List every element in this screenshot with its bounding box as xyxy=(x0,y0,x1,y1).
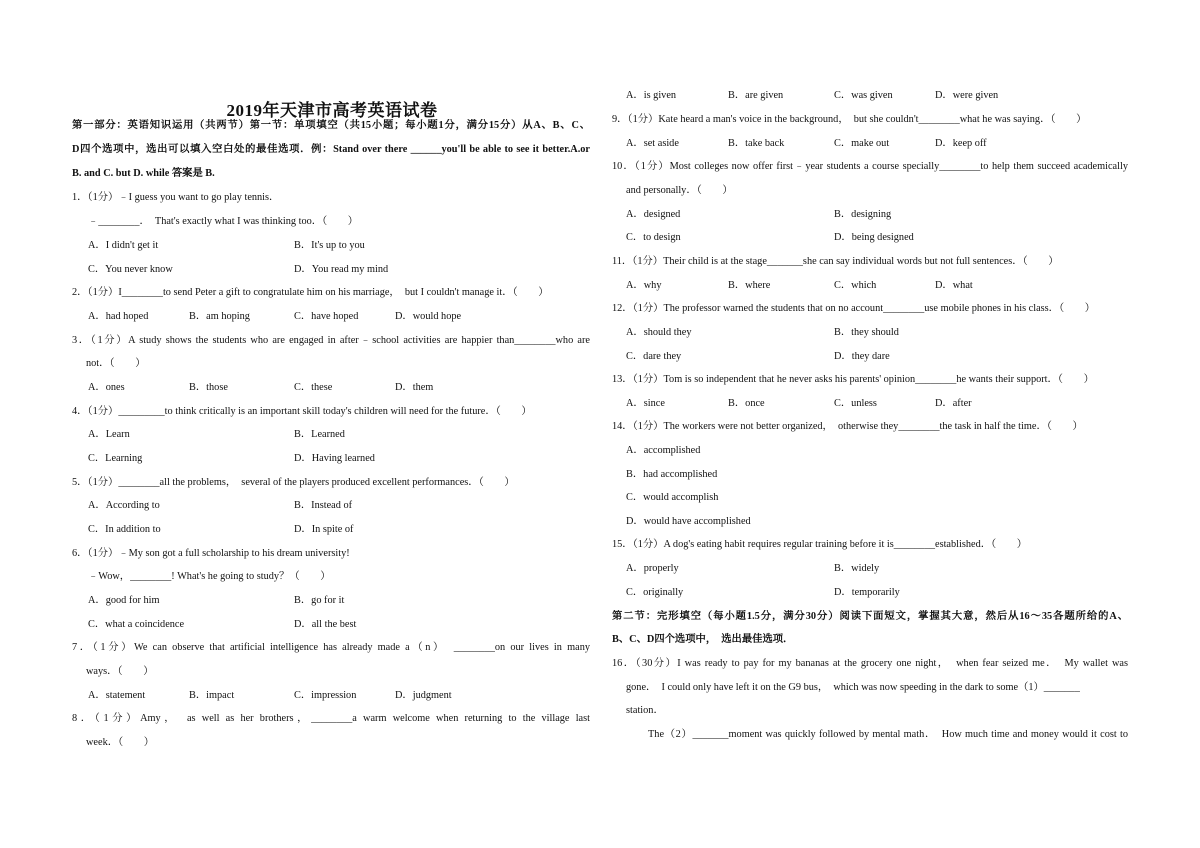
answer-option: A．accomplished xyxy=(626,445,701,456)
answer-option: A．had hoped xyxy=(88,311,149,322)
answer-option: B．widely xyxy=(834,563,880,574)
answer-option: B．designing xyxy=(834,209,892,220)
answer-option: D．In spite of xyxy=(294,524,354,535)
answer-option: C．would accomplish xyxy=(626,492,719,503)
answer-option: C．unless xyxy=(834,398,877,409)
answer-option: A．good for him xyxy=(88,595,160,606)
answer-option: A．should they xyxy=(626,327,692,338)
answer-option: B．take back xyxy=(728,138,785,149)
answer-option: D．keep off xyxy=(935,138,987,149)
answer-option: A．set aside xyxy=(626,138,679,149)
answer-option: B．It's up to you xyxy=(294,240,365,251)
answer-option: A．ones xyxy=(88,382,125,393)
answer-option: C．was given xyxy=(834,90,893,101)
answer-option: D．would have accomplished xyxy=(626,516,751,527)
answer-option: D．they dare xyxy=(834,351,890,362)
answer-option: D．Having learned xyxy=(294,453,375,464)
question-text-line: and personally．（ ） xyxy=(626,185,733,196)
answer-option: B．am hoping xyxy=(189,311,250,322)
question-text-line: D四个选项中，选出可以填入空白处的最佳选项．例：Stand over there ______you'll be able to see it better.A.or xyxy=(72,144,590,155)
answer-option: B．Instead of xyxy=(294,500,353,511)
answer-option: B．are given xyxy=(728,90,784,101)
answer-option: C．to design xyxy=(626,232,681,243)
question-text-line: not．（ ） xyxy=(86,358,146,369)
answer-option: C．have hoped xyxy=(294,311,359,322)
answer-option: D．all the best xyxy=(294,619,357,630)
question-text-line: ﹣Wow，________! What's he going to study？（ ） xyxy=(88,571,331,582)
answer-option: C．dare they xyxy=(626,351,682,362)
question-text-line: 第一部分：英语知识运用（共两节）第一节：单项填空（共15小题；每小题1分，满分15分）从A、B、C、 xyxy=(72,120,590,131)
question-text-line: 6．（1分）﹣My son got a full scholarship to his dream university! xyxy=(72,548,350,559)
question-text-line: 8．（1分）Amy， as well as her brothers，________a warm welcome when returning to the village last xyxy=(72,713,590,724)
question-text-line: B. and C. but D. while 答案是 B. xyxy=(72,168,215,179)
answer-option: D．You read my mind xyxy=(294,264,389,275)
question-text-line: 7．（1分）We can observe that artificial intelligence has already made a（n） ________on our lives in many xyxy=(72,642,590,653)
question-text-line: ways．（ ） xyxy=(86,666,154,677)
question-text-line: 2．（1分）I________to send Peter a gift to congratulate him on his marriage， but I couldn't manage it．（ ） xyxy=(72,287,549,298)
answer-option: C．make out xyxy=(834,138,890,149)
question-text-line: 10．（1分）Most colleges now offer first﹣year students a course specially________to help them succeed academically xyxy=(612,161,1128,172)
answer-option: A．designed xyxy=(626,209,681,220)
answer-option: B．impact xyxy=(189,690,235,701)
question-text-line: 16．（30分）I was ready to pay for my bananas at the grocery one night， when fear seized me． My wallet was xyxy=(612,658,1128,669)
question-text-line: 11．（1分）Their child is at the stage_______she can say individual words but not full sentences．（ ） xyxy=(612,256,1059,267)
answer-option: D．temporarily xyxy=(834,587,900,598)
question-text-line: week．（ ） xyxy=(86,737,155,748)
answer-option: B．they should xyxy=(834,327,899,338)
answer-option: A．statement xyxy=(88,690,146,701)
answer-option: A．properly xyxy=(626,563,679,574)
answer-option: C．impression xyxy=(294,690,357,701)
answer-option: D．would hope xyxy=(395,311,462,322)
question-text-line: 15．（1分）A dog's eating habit requires regular training before it is________established．（ ） xyxy=(612,539,1028,550)
answer-option: B．Learned xyxy=(294,429,345,440)
answer-option: C．You never know xyxy=(88,264,173,275)
question-text-line: 9．（1分）Kate heard a man's voice in the background， but she couldn't________what he was saying．（ ） xyxy=(612,114,1087,125)
question-text-line: gone． I could only have left it on the G9 bus， which was now speeding in the dark to some（1）_______ xyxy=(626,682,1080,693)
answer-option: A．Learn xyxy=(88,429,130,440)
question-text-line: 3．（1分）A study shows the students who are engaged in after﹣school activities are happier than________who are xyxy=(72,335,590,346)
answer-option: C．what a coincidence xyxy=(88,619,185,630)
question-text-line: 12．（1分）The professor warned the students that on no account________use mobile phones in his class．（ ） xyxy=(612,303,1096,314)
answer-option: B．once xyxy=(728,398,765,409)
question-text-line: 1．（1分）﹣I guess you want to go play tennis． xyxy=(72,192,280,203)
answer-option: A．since xyxy=(626,398,665,409)
answer-option: B．those xyxy=(189,382,228,393)
answer-option: D．what xyxy=(935,280,973,291)
question-text-line: station． xyxy=(626,705,664,716)
answer-option: D．judgment xyxy=(395,690,452,701)
answer-option: C．Learning xyxy=(88,453,143,464)
answer-option: D．them xyxy=(395,382,434,393)
answer-option: C．originally xyxy=(626,587,684,598)
question-text-line: 第二节：完形填空（每小题1.5分，满分30分）阅读下面短文，掌握其大意，然后从16～35各题所给的A、 xyxy=(612,611,1128,622)
answer-option: A．I didn't get it xyxy=(88,240,159,251)
question-text-line: 14．（1分）The workers were not better organized， otherwise they________the task in half the time．（ ） xyxy=(612,421,1083,432)
question-text-line: 5．（1分）________all the problems， several of the players produced excellent performances．（ ） xyxy=(72,477,515,488)
answer-option: A．why xyxy=(626,280,662,291)
answer-option: D．after xyxy=(935,398,972,409)
answer-option: C．which xyxy=(834,280,877,291)
answer-option: B．go for it xyxy=(294,595,345,606)
question-text-line: ﹣________． That's exactly what I was thinking too．（ ） xyxy=(88,216,359,227)
answer-option: B．where xyxy=(728,280,771,291)
question-text-line: The（2）_______moment was quickly followed by mental math． How much time and money would it cost to xyxy=(648,729,1128,740)
question-text-line: 4．（1分）_________to think critically is an important skill today's children will need for the future．（ ） xyxy=(72,406,532,417)
answer-option: C．these xyxy=(294,382,333,393)
answer-option: D．being designed xyxy=(834,232,914,243)
answer-option: C．In addition to xyxy=(88,524,161,535)
question-text-line: B、C、D四个选项中， 选出最佳选项． xyxy=(612,634,794,645)
question-text-line: 13．（1分）Tom is so independent that he never asks his parents' opinion________he wants their support．（ ） xyxy=(612,374,1094,385)
answer-option: B．had accomplished xyxy=(626,469,718,480)
answer-option: A．is given xyxy=(626,90,677,101)
answer-option: A．According to xyxy=(88,500,160,511)
page-title: 2019年天津市高考英语试卷 xyxy=(226,101,438,120)
answer-option: D．were given xyxy=(935,90,999,101)
